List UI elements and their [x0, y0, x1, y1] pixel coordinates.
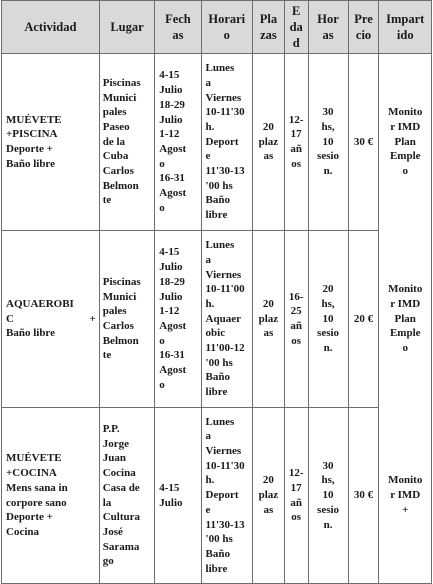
cell-plazas: 20 plaz as [252, 54, 284, 231]
cell-plazas: 20 plaz as [252, 231, 284, 408]
cell-horario: Lunes a Viernes 10-11'00 h. Aquaer obic 11'00-12 '00 hs Baño libre [201, 231, 252, 408]
cell-horario: Lunes a Viernes 10-11'30 h. Deport e 11'30-13 '00 hs Baño libre [201, 54, 252, 231]
cell-lugar: P.P. Jorge Juan Cocina Casa de la Cultura José Sarama go [99, 408, 155, 584]
table-row [2, 54, 432, 231]
header-lugar: Lugar [99, 1, 155, 54]
header-actividad: Actividad [2, 1, 100, 54]
header-row [2, 1, 432, 54]
cell-precio: 30 € [348, 408, 379, 584]
cell-horas: 30 hs, 10 sesio n. [308, 408, 348, 584]
table-row [2, 231, 432, 408]
cell-fechas: 4-15 Julio 18-29 Julio 1-12 Agost o 16-31 Agost o [155, 231, 201, 408]
cell-actividad: MUÉVETE +PISCINA Deporte + Baño libre [2, 54, 100, 231]
header-impartido: Impart ido [379, 1, 432, 54]
cell-edad: 12- 17 añ os [284, 54, 308, 231]
cell-impartido: Monito r IMD Plan Emple o [379, 231, 432, 408]
header-plazas: Pla zas [252, 1, 284, 54]
cell-edad: 16- 25 añ os [284, 231, 308, 408]
header-horas: Hor as [308, 1, 348, 54]
header-edad: E da d [284, 1, 308, 54]
cell-plazas: 20 plaz as [252, 408, 284, 584]
cell-horario: Lunes a Viernes 10-11'30 h. Deport e 11'30-13 '00 hs Baño libre [201, 408, 252, 584]
cell-lugar: Piscinas Munici pales Paseo de la Cuba Carlos Belmon te [99, 54, 155, 231]
header-precio: Pre cio [348, 1, 379, 54]
table-row [2, 408, 432, 584]
cell-precio: 30 € [348, 54, 379, 231]
cell-actividad: MUÉVETE +COCINA Mens sana in corpore sano Deporte + Cocina [2, 408, 100, 584]
cell-impartido: Monito r IMD + [379, 408, 432, 584]
header-horario: Horari o [201, 1, 252, 54]
cell-fechas: 4-15 Julio 18-29 Julio 1-12 Agost o 16-31 Agost o [155, 54, 201, 231]
cell-actividad: AQUAEROBI C + Baño libre [2, 231, 100, 408]
cell-horas: 20 hs, 10 sesio n. [308, 231, 348, 408]
cell-edad: 12- 17 añ os [284, 408, 308, 584]
cell-fechas: 4-15 Julio [155, 408, 201, 584]
cell-lugar: Piscinas Munici pales Carlos Belmon te [99, 231, 155, 408]
cell-precio: 20 € [348, 231, 379, 408]
header-fechas: Fech as [155, 1, 201, 54]
cell-horas: 30 hs, 10 sesio n. [308, 54, 348, 231]
cell-impartido: Monito r IMD Plan Emple o [379, 54, 432, 231]
activities-table [1, 0, 432, 584]
